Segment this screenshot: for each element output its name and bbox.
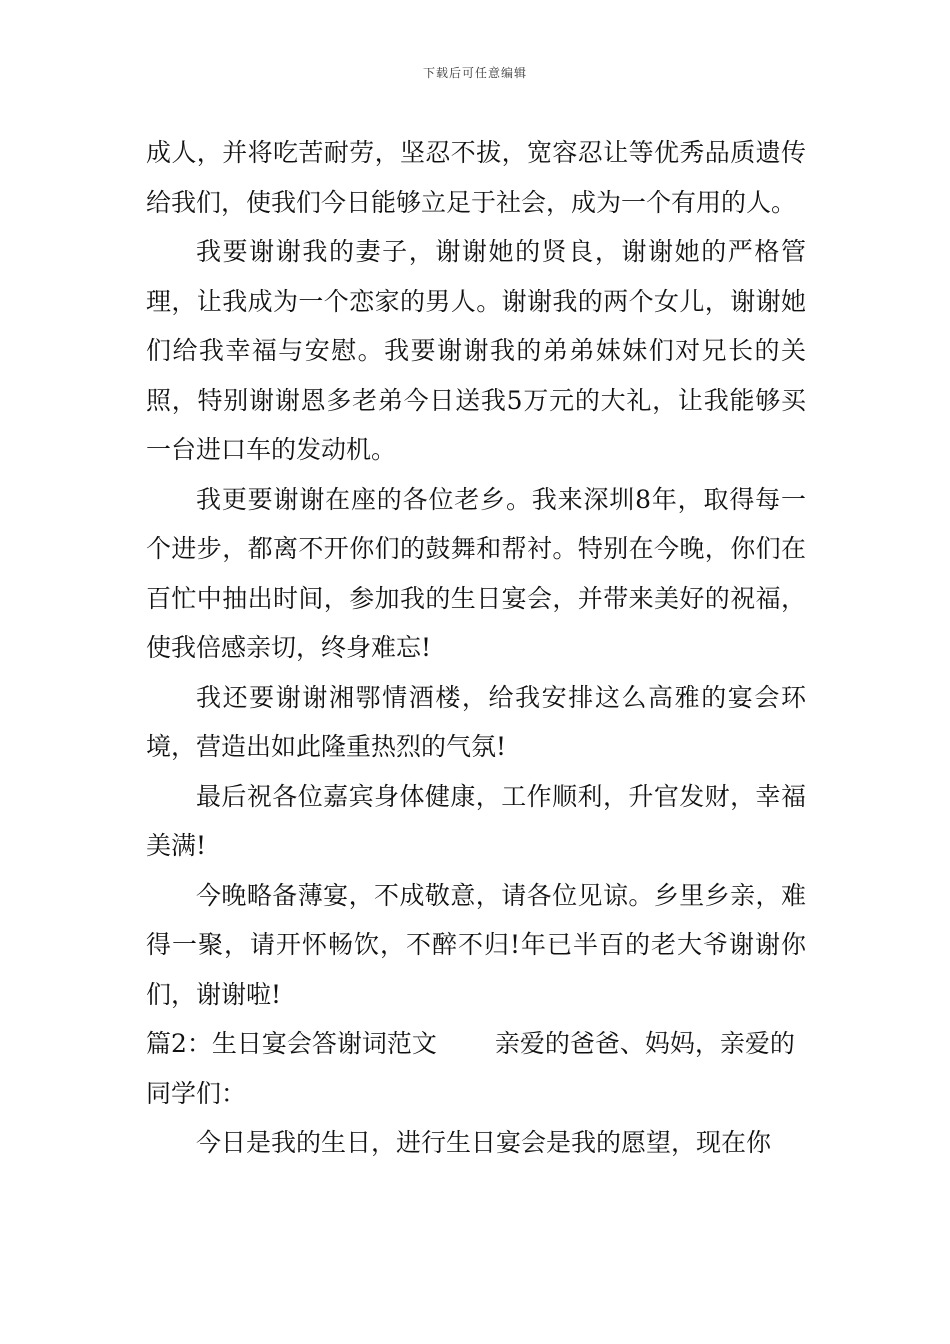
paragraph-6: 今晚略备薄宴，不成敬意，请各位见谅。乡里乡亲，难得一聚，请开怀畅饮，不醉不归!年已半百的老大爷谢谢你们，谢谢啦! xyxy=(146,880,806,1009)
paragraph-2: 我要谢谢我的妻子，谢谢她的贤良，谢谢她的严格管理，让我成为一个恋家的男人。谢谢我的两个女儿，谢谢她们给我幸福与安慰。我要谢谢我的弟弟妹妹们对兄长的关照，特别谢谢恩多老弟今日送我5万元的大礼，让我能够买一台进口车的发动机。 xyxy=(146,237,806,464)
document-body xyxy=(146,128,806,1168)
section-greeting: 亲爱的爸爸、妈妈，亲爱的同学们： xyxy=(146,1029,795,1108)
paragraph-5: 最后祝各位嘉宾身体健康，工作顺利，升官发财，幸福美满! xyxy=(146,781,806,860)
section-heading-line xyxy=(146,1019,806,1118)
paragraph-1: 成人，并将吃苦耐劳，坚忍不拔，宽容忍让等优秀品质遗传给我们，使我们今日能够立足于社会，成为一个有用的人。 xyxy=(146,138,806,217)
section-title: 篇2：生日宴会答谢词范文 xyxy=(146,1029,437,1058)
page-header: 下载后可任意编辑 xyxy=(422,66,527,80)
closing-paragraph: 今日是我的生日，进行生日宴会是我的愿望，现在你 xyxy=(196,1128,772,1157)
paragraph-3: 我更要谢谢在座的各位老乡。我来深圳8年，取得每一个进步，都离不开你们的鼓舞和帮衬。特别在今晚，你们在百忙中抽出时间，参加我的生日宴会，并带来美好的祝福，使我倍感亲切，终身难忘! xyxy=(146,484,806,662)
paragraph-4: 我还要谢谢湘鄂情酒楼，给我安排这么高雅的宴会环境，营造出如此隆重热烈的气氛! xyxy=(146,682,806,761)
